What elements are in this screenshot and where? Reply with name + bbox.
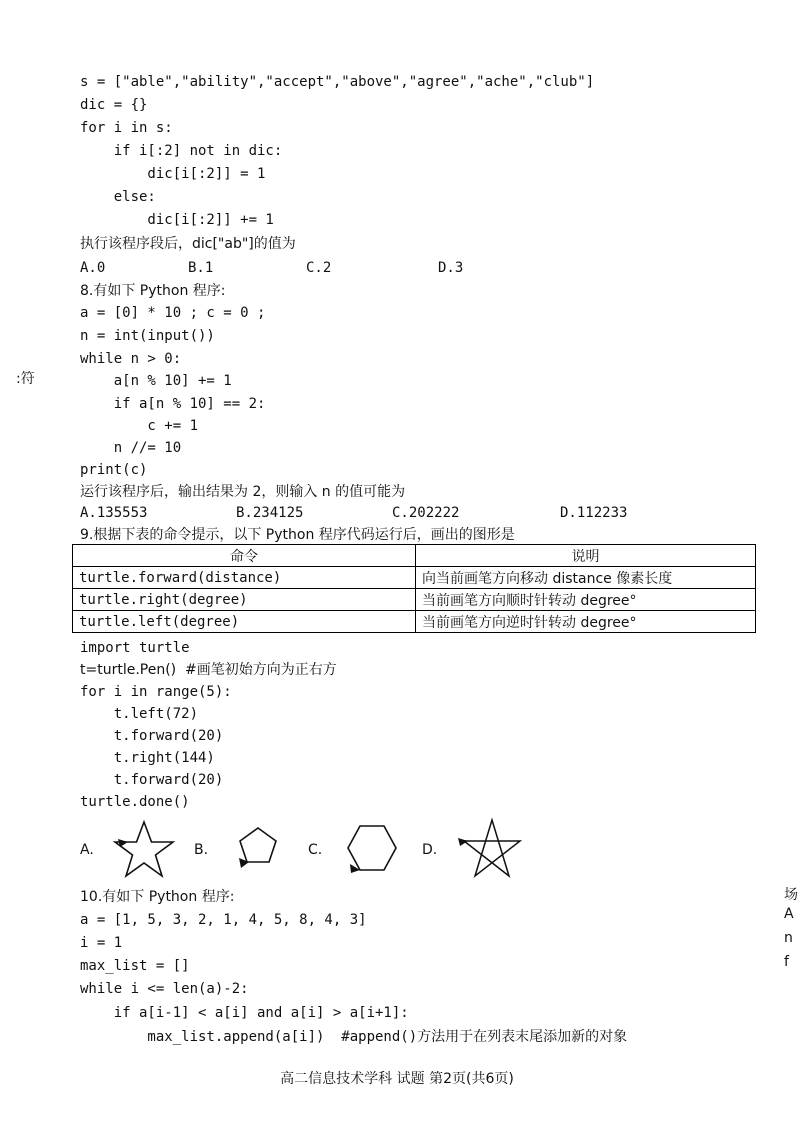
table-row xyxy=(73,611,756,633)
margin-text-right: f xyxy=(784,954,789,970)
question-title: 10.有如下 Python 程序: xyxy=(80,889,235,905)
hexagon-figure xyxy=(340,820,404,880)
code-line: max_list.append(a[i]) #append()方法用于在列表末尾添加新的对象 xyxy=(80,1029,628,1045)
table-header: 命令 xyxy=(73,545,416,567)
page-footer: 高二信息技术学科 试题 第2页(共6页) xyxy=(280,1071,514,1087)
code-line: t.right(144) xyxy=(80,750,215,766)
table-header: 说明 xyxy=(416,545,756,567)
code-line: t=turtle.Pen() #画笔初始方向为正右方 xyxy=(80,662,337,678)
pentagon-figure xyxy=(228,822,284,878)
option-c: C. xyxy=(308,842,323,858)
margin-text-right: n xyxy=(784,930,793,946)
code-line: dic[i[:2]] += 1 xyxy=(80,212,274,228)
code-line: a = [0] * 10 ; c = 0 ; xyxy=(80,305,266,321)
question-text: 运行该程序后，输出结果为 2，则输入 n 的值可能为 xyxy=(80,484,406,500)
code-line: if i[:2] not in dic: xyxy=(80,143,283,159)
question-text: 执行该程序段后，dic["ab"]的值为 xyxy=(80,236,296,252)
table-cell: 向当前画笔方向移动 distance 像素长度 xyxy=(416,567,756,589)
code-line: if a[n % 10] == 2: xyxy=(80,396,266,412)
table-cell: 当前画笔方向顺时针转动 degree° xyxy=(416,589,756,611)
table-row xyxy=(73,589,756,611)
five-point-star-outline-figure xyxy=(108,818,180,882)
table-cell: turtle.left(degree) xyxy=(73,611,416,633)
option-d: D.112233 xyxy=(560,505,628,521)
code-line: t.forward(20) xyxy=(80,772,224,788)
code-line: a = [1, 5, 3, 2, 1, 4, 5, 8, 4, 3] xyxy=(80,912,367,928)
question-title: 9.根据下表的命令提示，以下 Python 程序代码运行后，画出的图形是 xyxy=(80,527,515,543)
pentagram-figure xyxy=(452,816,532,882)
code-line: t.forward(20) xyxy=(80,728,224,744)
option-d: D.3 xyxy=(438,260,464,276)
table-cell: turtle.forward(distance) xyxy=(73,567,416,589)
code-line: dic = {} xyxy=(80,97,148,113)
option-a: A.135553 xyxy=(80,505,148,521)
margin-text-left: :符 xyxy=(16,371,35,387)
code-line: import turtle xyxy=(80,640,190,656)
table-cell: 当前画笔方向逆时针转动 degree° xyxy=(416,611,756,633)
option-b: B.234125 xyxy=(236,505,304,521)
question-title: 8.有如下 Python 程序: xyxy=(80,283,226,299)
code-line: else: xyxy=(80,189,156,205)
option-c: C.2 xyxy=(306,260,332,276)
code-line: i = 1 xyxy=(80,935,123,951)
code-line: max_list = [] xyxy=(80,958,190,974)
code-line: while i <= len(a)-2: xyxy=(80,981,249,997)
table-cell: turtle.right(degree) xyxy=(73,589,416,611)
code-line: dic[i[:2]] = 1 xyxy=(80,166,266,182)
code-line: print(c) xyxy=(80,462,148,478)
margin-text-right: A xyxy=(784,906,794,922)
code-line: n = int(input()) xyxy=(80,328,215,344)
table-row xyxy=(73,567,756,589)
code-line: s = ["able","ability","accept","above","agree","ache","club"] xyxy=(80,74,595,90)
code-line: for i in s: xyxy=(80,120,173,136)
option-b: B. xyxy=(194,842,209,858)
command-table xyxy=(72,544,756,633)
code-line: n //= 10 xyxy=(80,440,182,456)
code-line: if a[i-1] < a[i] and a[i] > a[i+1]: xyxy=(80,1005,409,1021)
code-line: while n > 0: xyxy=(80,351,182,367)
code-line: a[n % 10] += 1 xyxy=(80,373,232,389)
margin-text-right: 场 xyxy=(784,887,798,903)
code-line: for i in range(5): xyxy=(80,684,232,700)
option-b: B.1 xyxy=(188,260,214,276)
code-line: turtle.done() xyxy=(80,794,190,810)
option-a: A. xyxy=(80,842,94,858)
code-line: c += 1 xyxy=(80,418,199,434)
option-d: D. xyxy=(422,842,438,858)
code-line: t.left(72) xyxy=(80,706,199,722)
option-c: C.202222 xyxy=(392,505,460,521)
option-a: A.0 xyxy=(80,260,106,276)
